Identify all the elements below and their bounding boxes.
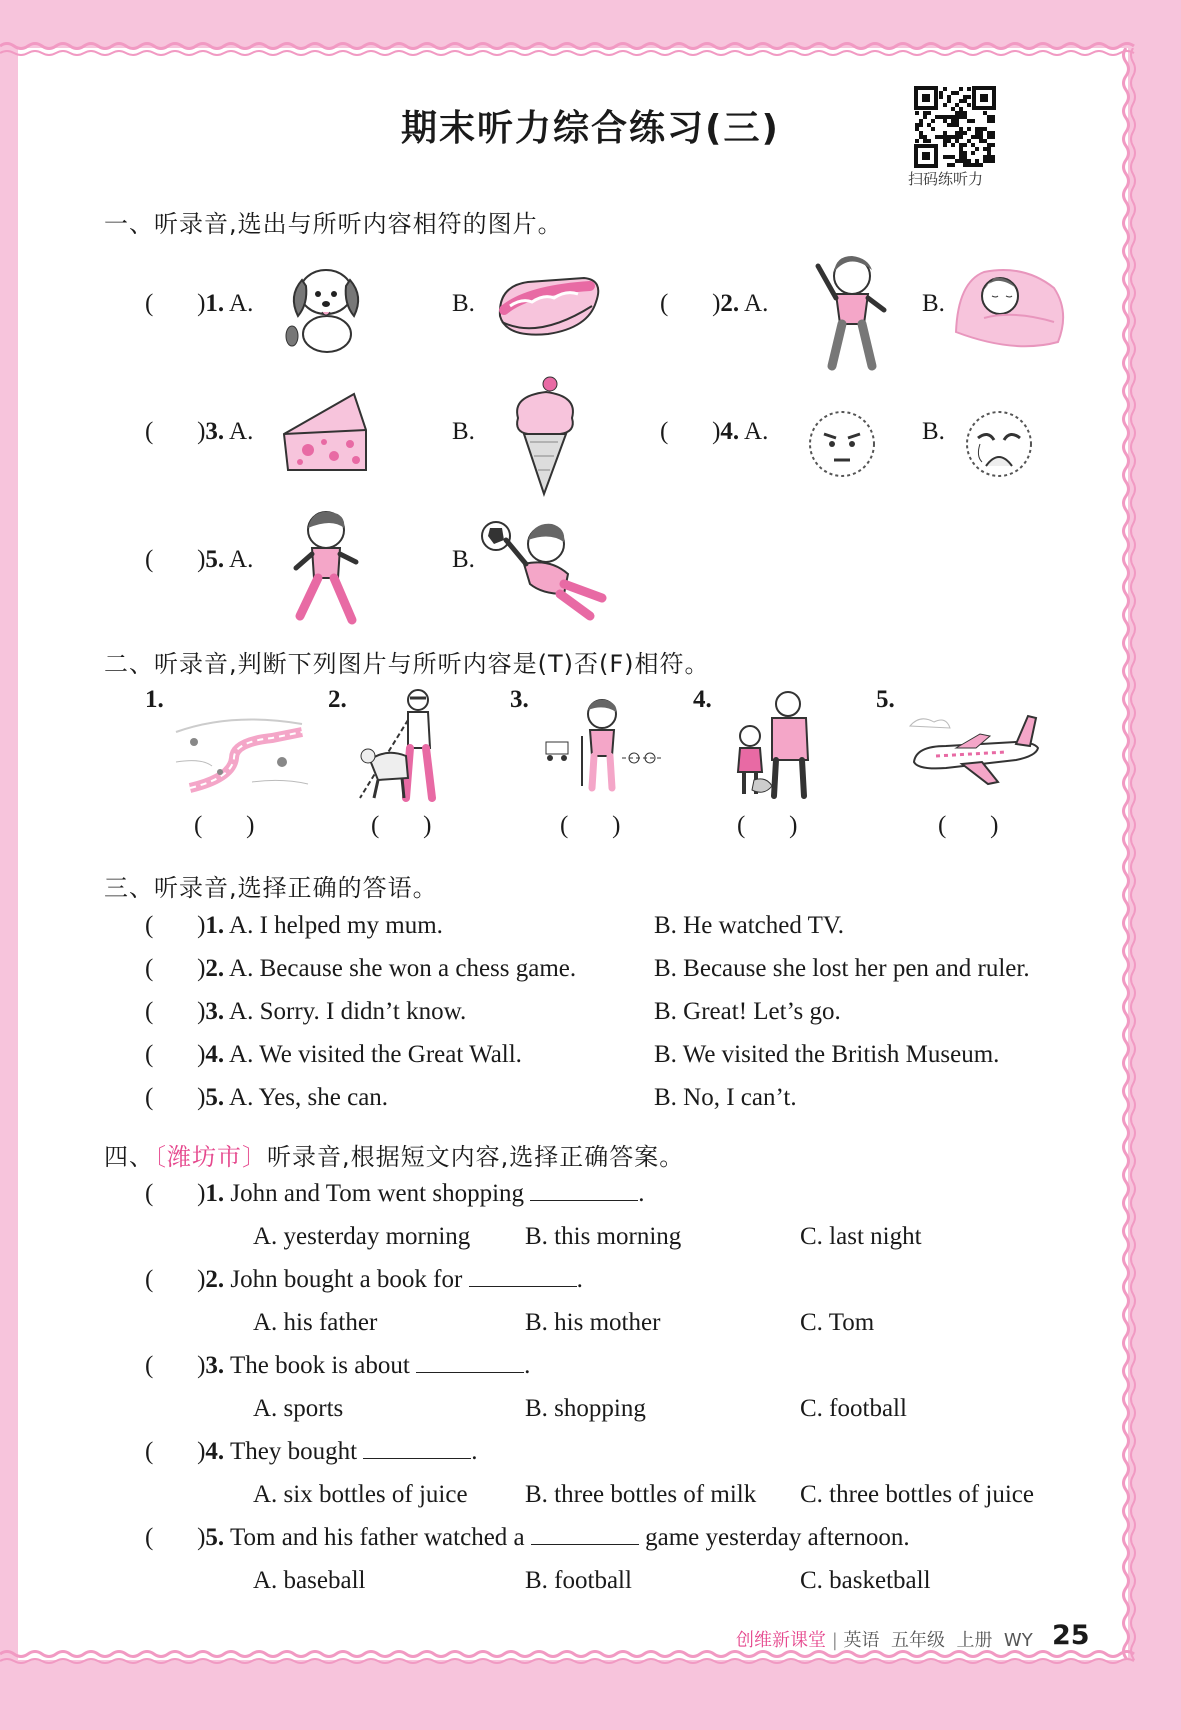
right-wave-border <box>1118 48 1140 1660</box>
s1-item-3 <box>145 418 253 446</box>
s2-item-5-number: 5. <box>876 686 895 713</box>
qr-code-icon <box>914 86 996 168</box>
answer-paren[interactable]: ( ) <box>145 1041 206 1068</box>
s4-item-1-option-b: B. this morning <box>525 1223 682 1250</box>
s4-item-1-question: ( )1. John and Tom went shopping . <box>145 1180 645 1207</box>
region-tag: 〔潍坊市〕 <box>154 1143 267 1171</box>
s4-item-3-question: ( )3. The book is about . <box>145 1352 531 1379</box>
answer-paren[interactable]: ( ) <box>145 1438 206 1465</box>
s4-item-5-option-b: B. football <box>525 1567 632 1594</box>
answer-paren[interactable]: ( ) <box>145 912 206 939</box>
boy-at-bus-stop-icon <box>542 696 666 792</box>
item-number: 1. <box>205 290 225 317</box>
s4-item-3-option-c: C. football <box>800 1395 907 1422</box>
footer-subject: 英语 <box>843 1630 880 1651</box>
boy-sleeping-icon <box>954 262 1070 354</box>
s4-item-5-option-a: A. baseball <box>253 1567 366 1594</box>
item-number: 2. <box>720 290 740 317</box>
s2-answer-paren-1[interactable]: ( ) <box>194 812 255 839</box>
s1-item-2 <box>660 290 768 318</box>
answer-paren[interactable]: ( ) <box>145 1180 206 1207</box>
s3-item-4-option-b: B. We visited the British Museum. <box>654 1041 1000 1068</box>
option-a-label: A. <box>744 418 769 445</box>
s4-item-2-question: ( )2. John bought a book for . <box>145 1266 583 1293</box>
option-a: A. We visited the Great Wall. <box>229 1041 522 1068</box>
answer-blank[interactable] <box>416 1352 524 1373</box>
dog-icon <box>282 256 372 356</box>
footer-brand: 创维新课堂 <box>736 1630 826 1651</box>
hot-dog-icon <box>488 266 604 346</box>
answer-paren[interactable]: ( ) <box>660 418 721 445</box>
answer-blank[interactable] <box>531 1524 639 1545</box>
answer-blank[interactable] <box>530 1180 638 1201</box>
family-icon <box>728 690 828 800</box>
plane-icon <box>906 706 1042 788</box>
s1-item-5-b-label: B. <box>452 546 475 573</box>
s4-item-2-option-b: B. his mother <box>525 1309 661 1336</box>
page-title: 期末听力综合练习(三) <box>401 108 780 149</box>
s1-item-3-b-label: B. <box>452 418 475 445</box>
footer-grade: 五年级 <box>891 1630 945 1651</box>
answer-paren[interactable]: ( ) <box>145 1524 206 1551</box>
section-1-heading: 一、听录音,选出与所听内容相符的图片。 <box>104 210 563 238</box>
section-4-title: 听录音,根据短文内容,选择正确答案。 <box>267 1143 685 1171</box>
page-number: 25 <box>1052 1620 1090 1651</box>
s4-item-2-option-c: C. Tom <box>800 1309 875 1336</box>
answer-paren[interactable]: ( ) <box>145 955 206 982</box>
s3-item-2-option-b: B. Because she lost her pen and ruler. <box>654 955 1030 982</box>
s4-item-4-option-c: C. three bottles of juice <box>800 1481 1034 1508</box>
section-4-prefix: 四、 <box>104 1143 154 1171</box>
answer-paren[interactable]: ( ) <box>660 290 721 317</box>
answer-paren[interactable]: ( ) <box>145 1084 206 1111</box>
option-a-label: A. <box>229 546 254 573</box>
boy-goalkeeper-icon <box>480 514 614 622</box>
s2-answer-paren-3[interactable]: ( ) <box>560 812 621 839</box>
s3-item-2: ( )2. A. Because she won a chess game. <box>145 955 577 982</box>
s4-item-5-question: ( )5. Tom and his father watched a game yesterday afternoon. <box>145 1524 910 1551</box>
s3-item-3: ( )3. A. Sorry. I didn’t know. <box>145 998 467 1025</box>
qr-caption: 扫码练听力 <box>908 170 984 188</box>
answer-paren[interactable]: ( ) <box>145 546 206 573</box>
option-a-label: A. <box>229 418 254 445</box>
s4-item-4-question: ( )4. They bought . <box>145 1438 478 1465</box>
s3-item-1: ( )1. A. I helped my mum. <box>145 912 443 939</box>
ice-cream-icon <box>510 372 580 498</box>
footer-edition: WY <box>1003 1630 1033 1651</box>
footer-term: 上册 <box>956 1630 993 1651</box>
s3-item-3-option-b: B. Great! Let’s go. <box>654 998 841 1025</box>
answer-blank[interactable] <box>363 1438 471 1459</box>
option-a: A. Because she won a chess game. <box>229 955 577 982</box>
s2-item-3-number: 3. <box>510 686 529 713</box>
s3-item-1-option-b: B. He watched TV. <box>654 912 845 939</box>
s4-item-3-option-b: B. shopping <box>525 1395 646 1422</box>
s4-item-3-option-a: A. sports <box>253 1395 344 1422</box>
section-2-heading: 二、听录音,判断下列图片与所听内容是(T)否(F)相符。 <box>104 650 710 678</box>
footer: 创维新课堂 | 英语 五年级 上册 WY <box>736 1630 1033 1651</box>
item-number: 4. <box>720 418 740 445</box>
section-4-heading <box>104 1137 684 1172</box>
s1-item-1-b-label: B. <box>452 290 475 317</box>
answer-blank[interactable] <box>469 1266 577 1287</box>
s1-item-5 <box>145 546 253 574</box>
s4-item-4-option-a: A. six bottles of juice <box>253 1481 468 1508</box>
s2-item-1-number: 1. <box>145 686 164 713</box>
s4-item-4-option-b: B. three bottles of milk <box>525 1481 757 1508</box>
answer-paren[interactable]: ( ) <box>145 418 206 445</box>
s1-item-2-b-label: B. <box>922 290 945 317</box>
s1-item-1 <box>145 290 253 318</box>
s3-item-5: ( )5. A. Yes, she can. <box>145 1084 389 1111</box>
girl-stretching-icon <box>806 248 892 374</box>
answer-paren[interactable]: ( ) <box>145 998 206 1025</box>
s4-item-1-option-c: C. last night <box>800 1223 922 1250</box>
option-a: A. Sorry. I didn’t know. <box>229 998 467 1025</box>
s4-item-2-option-a: A. his father <box>253 1309 378 1336</box>
s2-item-2-number: 2. <box>328 686 347 713</box>
answer-paren[interactable]: ( ) <box>145 290 206 317</box>
boy-running-icon <box>282 506 364 630</box>
s1-item-4 <box>660 418 768 446</box>
crying-face-icon <box>962 408 1036 480</box>
s3-item-5-option-b: B. No, I can’t. <box>654 1084 797 1111</box>
item-number: 5. <box>205 546 225 573</box>
s4-item-1-option-a: A. yesterday morning <box>253 1223 471 1250</box>
cheese-icon <box>280 390 372 476</box>
blind-man-with-guide-dog-icon <box>356 686 456 804</box>
answer-paren[interactable]: ( ) <box>145 1266 206 1293</box>
top-wave-border <box>0 38 1181 60</box>
item-number: 3. <box>205 418 225 445</box>
option-a: A. I helped my mum. <box>229 912 443 939</box>
s4-item-5-option-c: C. basketball <box>800 1567 931 1594</box>
section-3-heading: 三、听录音,选择正确的答语。 <box>104 874 438 902</box>
answer-paren[interactable]: ( ) <box>145 1352 206 1379</box>
s2-item-4-number: 4. <box>693 686 712 713</box>
angry-face-icon <box>806 408 878 480</box>
option-a-label: A. <box>744 290 769 317</box>
s3-item-4: ( )4. A. We visited the Great Wall. <box>145 1041 522 1068</box>
road-icon <box>172 702 312 794</box>
option-a: A. Yes, she can. <box>229 1084 389 1111</box>
s2-answer-paren-4[interactable]: ( ) <box>737 812 798 839</box>
s1-item-4-b-label: B. <box>922 418 945 445</box>
option-a-label: A. <box>229 290 254 317</box>
s2-answer-paren-2[interactable]: ( ) <box>371 812 432 839</box>
s2-answer-paren-5[interactable]: ( ) <box>938 812 999 839</box>
